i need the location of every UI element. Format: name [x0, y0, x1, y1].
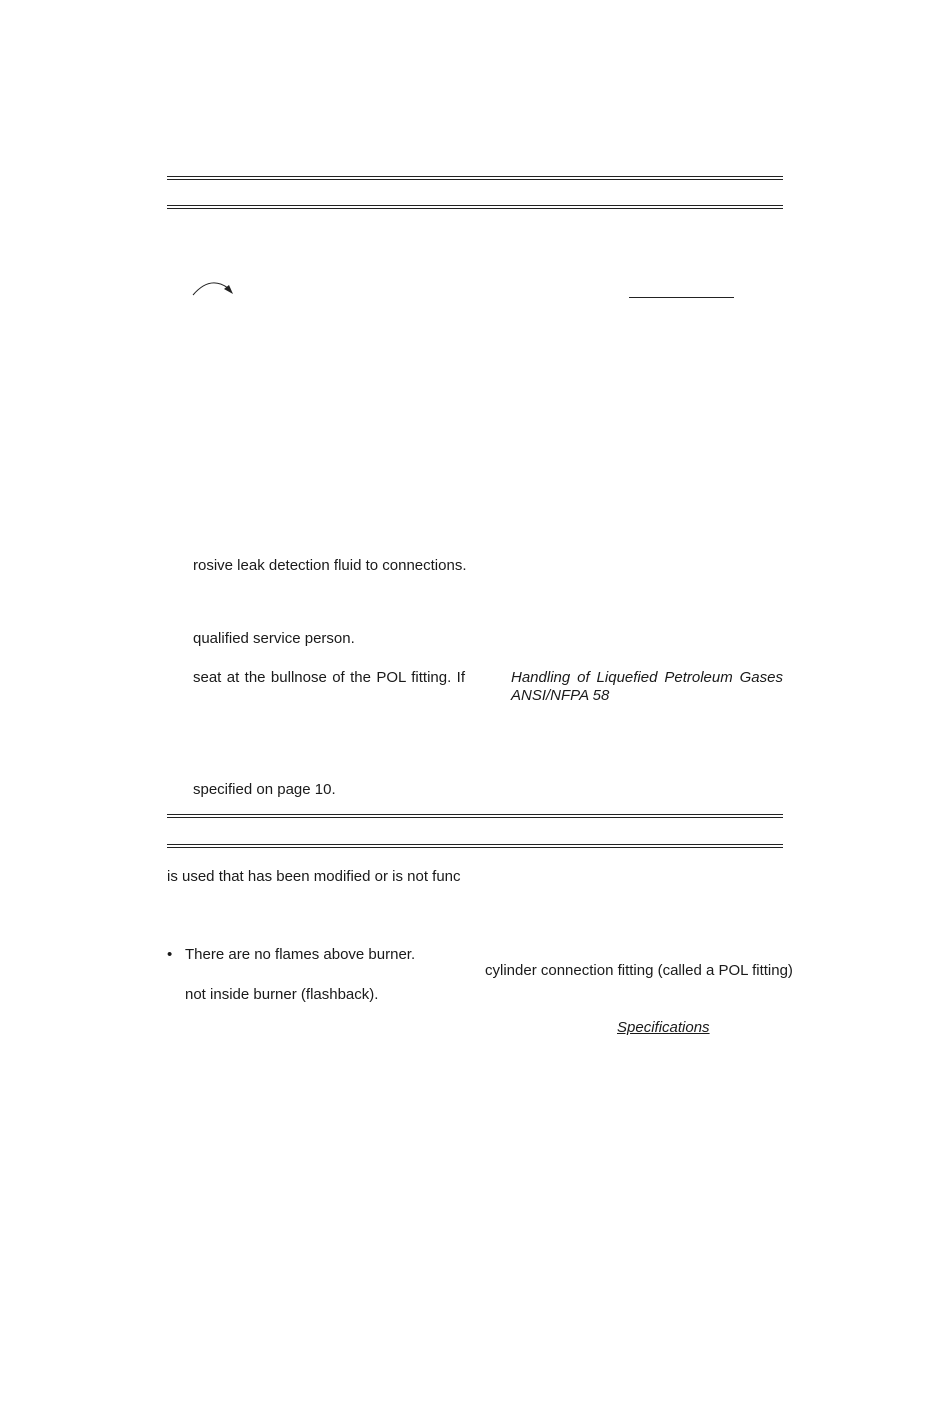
header-rule-top — [167, 176, 783, 180]
reference-title: Handling of Liquefied Petroleum Gases — [511, 669, 783, 686]
specifications-link: Specifications — [617, 1019, 710, 1036]
reference-code: ANSI/NFPA 58 — [511, 687, 610, 704]
modified-warning-line: is used that has been modified or is not func — [167, 868, 461, 885]
bullet-flashback-cont: not inside burner (flashback). — [185, 986, 379, 1003]
bullet-no-flames: There are no flames above burner. — [185, 946, 416, 963]
fill-in-blank-line — [629, 297, 734, 298]
pol-fitting-line: seat at the bullnose of the POL fitting. If — [193, 669, 465, 686]
leak-detection-line: rosive leak detection fluid to connections. — [193, 557, 467, 574]
header-rule-bottom — [167, 205, 783, 209]
service-person-line: qualified service person. — [193, 630, 355, 647]
page-reference-line: specified on page 10. — [193, 781, 336, 798]
section-rule-top — [167, 814, 783, 818]
bullet-glyph: • — [167, 946, 173, 963]
curved-arrow-icon — [190, 277, 240, 299]
section-rule-bottom — [167, 844, 783, 848]
pol-fitting-description: cylinder connection fitting (called a POL fitting) — [485, 962, 793, 979]
